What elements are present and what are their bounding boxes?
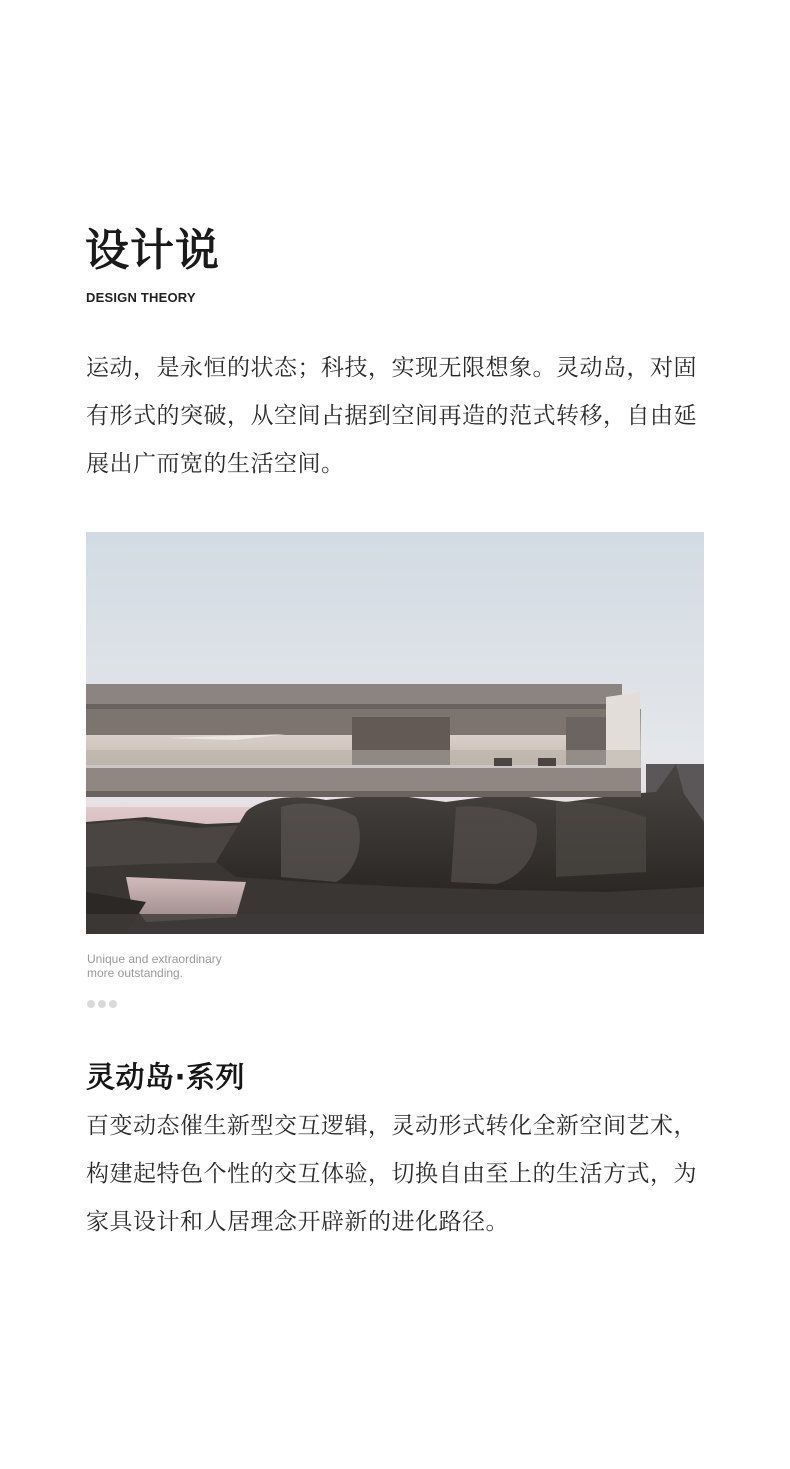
intro-paragraph: 运动，是永恒的状态；科技，实现无限想象。灵动岛，对固有形式的突破，从空间占据到空间再造的范式转移，自由延展出广而宽的生活空间。 — [86, 355, 697, 477]
page-subtitle: DESIGN THEORY — [86, 290, 196, 305]
caption-line-2: more outstanding. — [87, 966, 184, 980]
series-paragraph: 百变动态催生新型交互逻辑，灵动形式转化全新空间艺术，构建起特色个性的交互体验，切换自由至上的生活方式，为家具设计和人居理念开辟新的进化路径。 — [86, 1113, 697, 1235]
series-title: 灵动岛·系列 — [86, 1060, 246, 1094]
image-caption — [87, 952, 222, 980]
hero-image — [86, 532, 704, 934]
caption-line-1: Unique and extraordinary — [87, 952, 222, 966]
dot-icon — [109, 1000, 117, 1008]
dot-icon — [98, 1000, 106, 1008]
page-title: 设计说 — [85, 225, 220, 276]
dot-icon — [87, 1000, 95, 1008]
decorative-dots — [87, 1000, 117, 1008]
